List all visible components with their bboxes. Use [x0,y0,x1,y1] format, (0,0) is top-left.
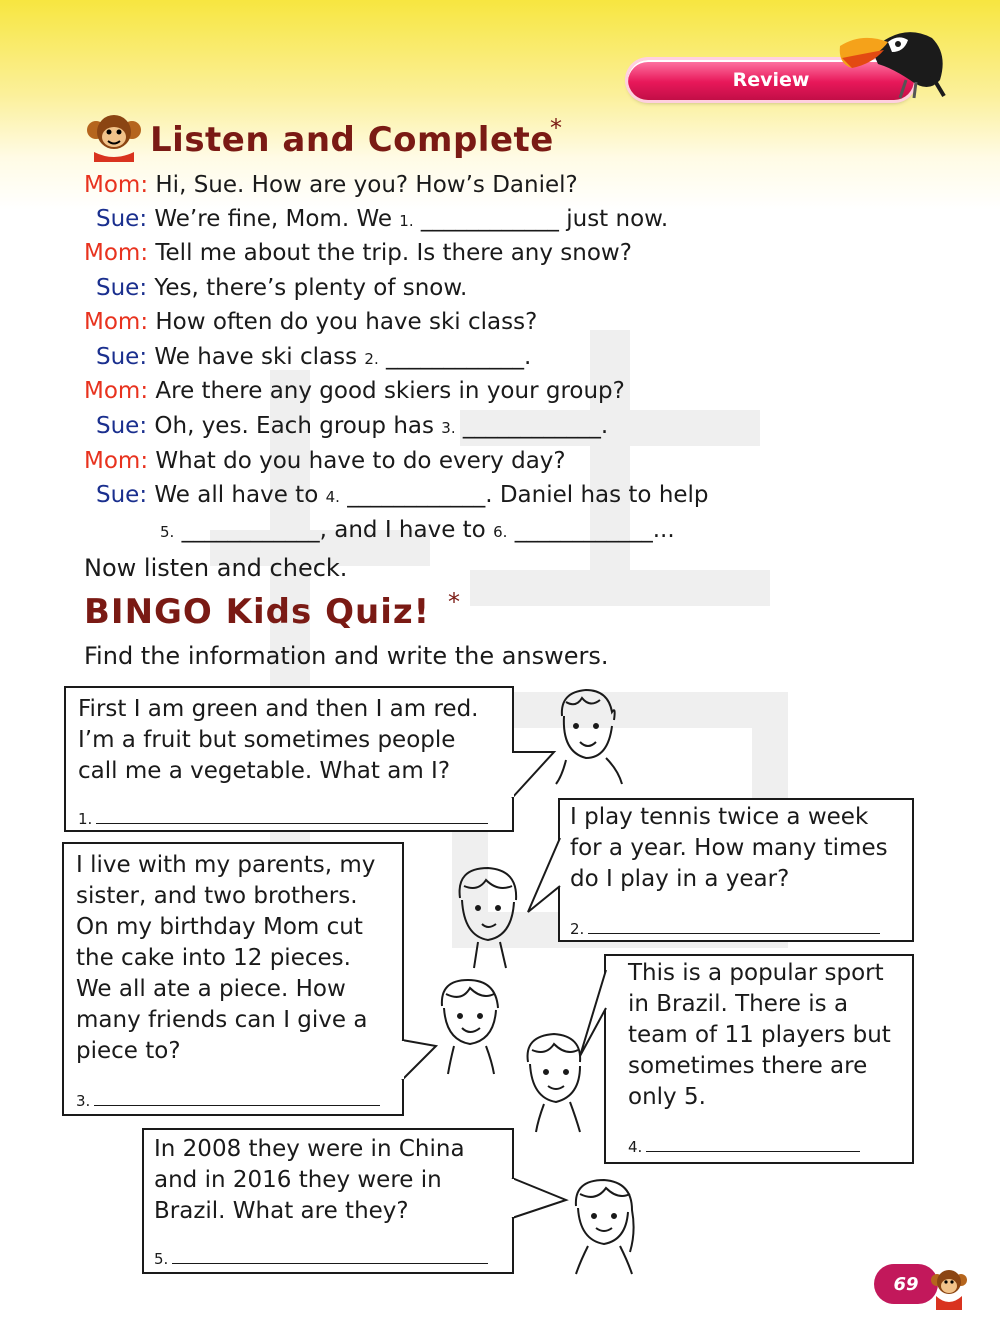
star-icon: * [550,114,562,142]
dialogue-line-11 [160,517,675,543]
dialogue-text: Are there any good skiers in your group? [155,378,625,404]
answer-blank[interactable]: ____________ [339,482,486,508]
answer-field-4[interactable] [628,1132,860,1163]
answer-number: 4. [628,1138,643,1156]
dialogue-text: . [600,413,609,439]
speaker-mom: Mom [84,172,141,198]
speaker-mom: Mom [84,448,141,474]
answer-number: 2. [570,920,585,938]
dialogue-line-1: Mom: Hi, Sue. How are you? How’s Daniel? [84,172,578,198]
answer-blank[interactable]: ____________ [507,517,653,543]
dialogue-text: . [524,344,532,370]
dialogue-line-4: Sue: Yes, there’s plenty of snow. [96,275,468,301]
monkey-icon [84,112,144,162]
answer-blank[interactable]: ____________ [174,517,320,543]
question-text: I live with my parents, my sister, and two brothers. On my birthday Mom cut the cake into 12 pieces. We all ate a piece. How many friends can I give a piece to? [76,852,376,1064]
blank-number: 6. [493,523,508,541]
answer-field-5[interactable] [154,1244,488,1275]
blank-number: 1. [399,212,414,230]
speech-bubble-tail [510,1174,570,1224]
answer-field-2[interactable] [570,914,880,945]
star-icon: * [448,588,460,616]
dialogue-line-7: Mom: Are there any good skiers in your group? [84,378,625,404]
dialogue-text: What do you have to do every day? [155,448,566,474]
question-box-2 [558,798,914,942]
dialogue-line-3: Mom: Tell me about the trip. Is there any snow? [84,240,632,266]
answer-blank[interactable]: ____________ [455,413,601,439]
quiz-instruction: Find the information and write the answers. [84,642,609,670]
page-number: 69 [893,1273,919,1295]
kid-face-icon [518,1030,598,1134]
toucan-icon [832,20,947,100]
dialogue-line-10: Sue: We all have to 4. ____________. Daniel has to help [96,482,709,508]
blank-number: 2. [364,350,379,368]
question-box-4 [604,954,914,1164]
dialogue-text: We all have to [154,482,326,508]
speaker-sue: Sue [96,482,140,508]
dialogue-line-6: Sue: We have ski class 2. ____________. [96,344,532,370]
dialogue-line-5: Mom: How often do you have ski class? [84,309,538,335]
question-box-1 [64,686,514,832]
dialogue-text: , and I have to [319,517,494,543]
question-box-5 [142,1128,514,1274]
dialogue-text: We have ski class [154,344,365,370]
blank-number: 3. [441,419,456,437]
monkey-icon [928,1268,970,1310]
dialogue-line-8: Sue: Oh, yes. Each group has 3. ____________. [96,413,609,439]
speaker-sue: Sue [96,413,140,439]
followup-instruction: Now listen and check. [84,554,348,582]
answer-field-3[interactable] [76,1086,380,1117]
speaker-mom: Mom [84,309,141,335]
dialogue-text: Hi, Sue. How are you? How’s Daniel? [155,172,578,198]
dialogue-text: ... [652,517,675,543]
dialogue-text: How often do you have ski class? [155,309,538,335]
dialogue-text: We’re fine, Mom. We [154,206,400,232]
question-box-3 [62,842,404,1116]
dialogue-text: Yes, there’s plenty of snow. [154,275,468,301]
answer-number: 5. [154,1250,169,1268]
kid-face-icon [434,976,514,1076]
dialogue-text: Oh, yes. Each group has [154,413,442,439]
question-text: I play tennis twice a week for a year. How many times do I play in a year? [570,804,888,892]
speaker-mom: Mom [84,378,141,404]
question-text: In 2008 they were in China and in 2016 they were in Brazil. What are they? [154,1136,465,1224]
speaker-sue: Sue [96,206,140,232]
answer-blank[interactable]: ____________ [413,206,559,232]
answer-field-1[interactable] [78,804,488,835]
speaker-mom: Mom [84,240,141,266]
dialogue-text: . Daniel has to help [485,482,709,508]
question-text: This is a popular sport in Brazil. There is a team of 11 players but sometimes there are only 5. [628,960,891,1110]
section-title-bingo: BINGO Kids Quiz! [84,592,431,632]
kid-face-icon [552,686,632,786]
dialogue-line-2: Sue: We’re fine, Mom. We 1. ____________ just now. [96,206,669,232]
question-text: First I am green and then I am red. I’m a fruit but sometimes people call me a vegetable. What am I? [78,696,479,784]
answer-number: 3. [76,1092,91,1110]
section-title-listen: Listen and Complete [150,120,554,160]
answer-blank[interactable]: ____________ [378,344,525,370]
kid-face-icon [452,864,532,970]
dialogue-text: Tell me about the trip. Is there any snow? [155,240,632,266]
speaker-sue: Sue [96,275,140,301]
blank-number: 5. [160,523,175,541]
blank-number: 4. [325,488,340,506]
speaker-sue: Sue [96,344,140,370]
dialogue-line-9: Mom: What do you have to do every day? [84,448,566,474]
dialogue-text: just now. [558,206,669,232]
kid-face-icon [566,1176,650,1276]
answer-number: 1. [78,810,93,828]
review-label: Review [732,69,810,91]
